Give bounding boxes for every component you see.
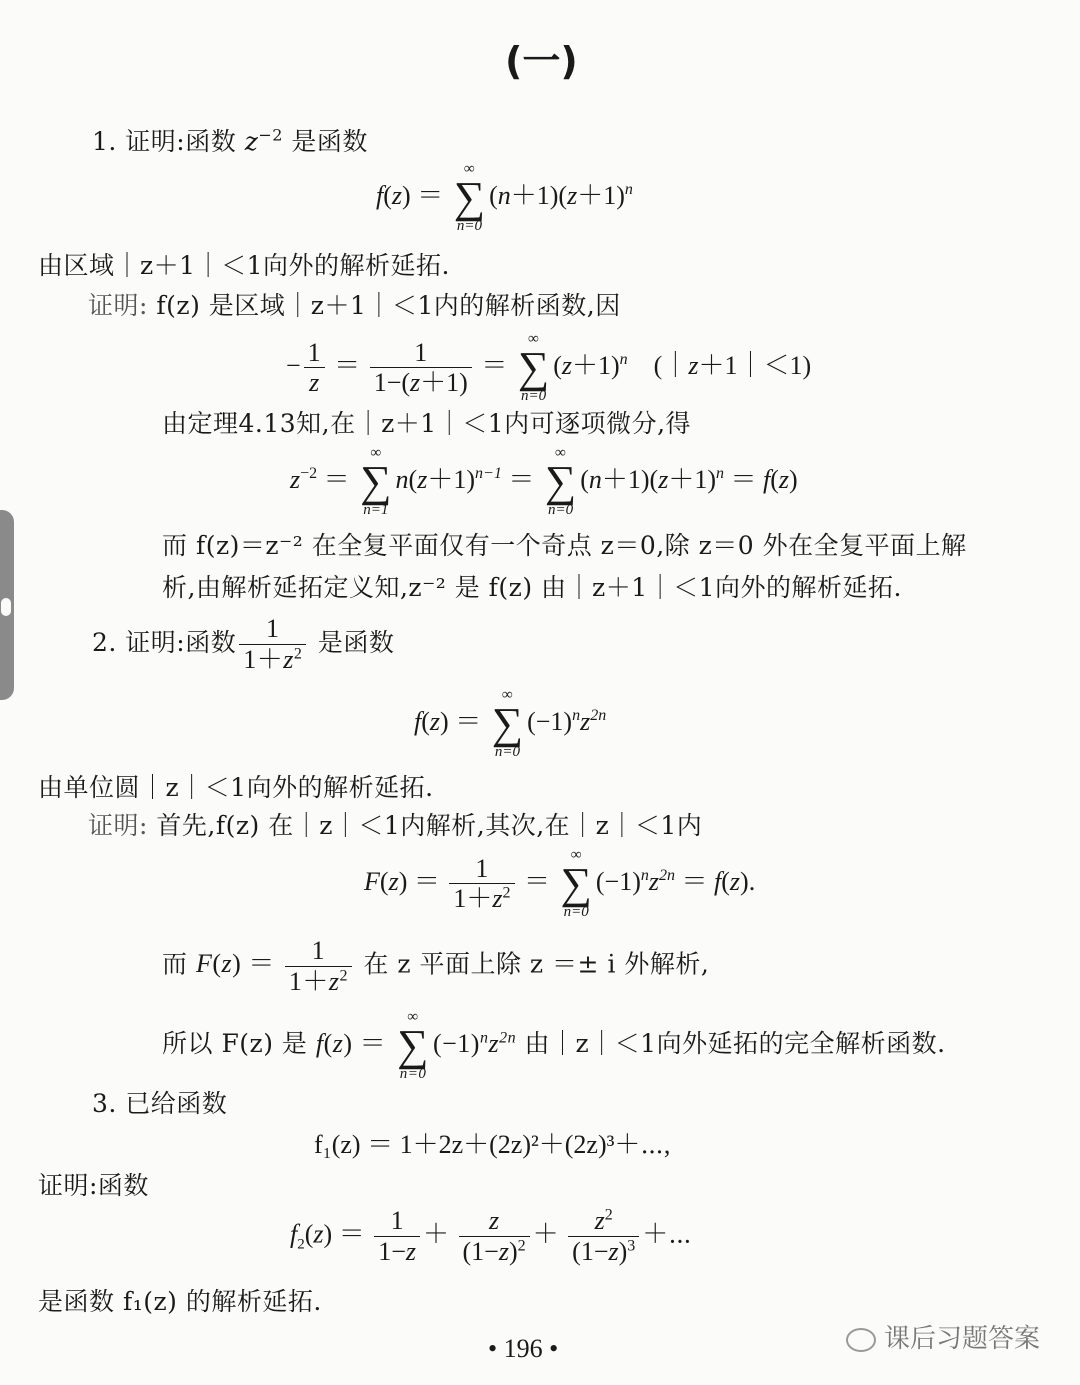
problem-1-tail: 是函数 xyxy=(291,127,368,156)
and-tail: 在 z 平面上除 z ＝± i 外解析, xyxy=(363,949,710,979)
equation-1-geometric: − $\frac{1}{z}$ ＝ $\frac{1}{1-(z+1)}$ ＝ ∞ ∑ n=0 $(z+1)^n$ (｜z＋1｜＜1) xyxy=(286,331,812,404)
problem-1-exp: −2 xyxy=(258,125,283,145)
proof-text: 首先,f(z) 在｜z｜＜1内解析,其次,在｜z｜＜1内 xyxy=(156,811,703,840)
page-edge-tab xyxy=(0,510,14,700)
equation-1-derivative: $z^{-2}$ ＝ ∞ ∑ n=1 $n(z+1)^{n-1}$ ＝ ∞ ∑ n=0 $(n+1)(z+1)^n = f(z)$ xyxy=(290,445,798,518)
theorem-line: 由定理4.13知,在｜z＋1｜＜1内可逐项微分,得 xyxy=(162,409,692,438)
fraction-1-over-1-plus-z2: $\frac{1}{1+z^2}$ xyxy=(239,614,306,675)
equation-3-f2: $f_2(z)$ ＝ $\frac{1}{1-z}$ ＋ $\frac{z}{(1-z)^2}$ ＋ $\frac{z^2}{(1-z)^3}$ ＋⋯ xyxy=(290,1206,692,1266)
problem-1-label: 1. 证明:函数 xyxy=(92,127,237,156)
problem-1-proof-line xyxy=(88,286,621,322)
and-word: 而 xyxy=(162,949,188,979)
so-tail: 由｜z｜＜1向外延拓的完全解析函数. xyxy=(524,1028,946,1058)
conclusion-line-1: 而 f(z)＝z⁻² 在全复平面仅有一个奇点 z＝0,除 z＝0 外在全复平面上解 xyxy=(162,531,967,560)
problem-2-title xyxy=(92,614,394,675)
so-word: 所以 F(z) 是 xyxy=(162,1028,308,1058)
problem-2-proof-line xyxy=(88,806,702,842)
proof-label: 证明: xyxy=(88,291,148,320)
equation-1-series: f(z) ＝ ∞ ∑ n=0 $(n+1)(z+1)^n$ xyxy=(376,161,633,234)
section-heading: (一) xyxy=(505,39,578,83)
problem-1-term: z xyxy=(244,127,259,156)
problem-2-label: 2. 证明:函数 xyxy=(92,627,237,657)
proof-label: 证明: xyxy=(88,811,148,840)
problem-2-so-line: 所以 F(z) 是 f(z) ＝ ∞ ∑ n=0 $(-1)^nz^{2n}$ 由｜z｜＜1向外延拓的完全解析函数. xyxy=(162,1009,946,1082)
problem-2-and-line: 而 F(z) ＝ $\frac{1}{1+z^2}$ 在 z 平面上除 z ＝± i 外解析, xyxy=(162,936,710,996)
equation-3-f1: f₁(z) ＝ 1＋2z＋(2z)²＋(2z)³＋⋯, xyxy=(314,1130,671,1159)
problem-3-proof-label: 证明:函数 xyxy=(38,1171,149,1200)
equation-2-F: F(z) ＝ $\frac{1}{1+z^2}$ ＝ ∞ ∑ n=0 $(-1)^nz^{2n} = f(z)$. xyxy=(364,847,756,920)
page-number: • 196 • xyxy=(488,1334,559,1363)
conclusion-line-2: 析,由解析延拓定义知,z⁻² 是 f(z) 由｜z＋1｜＜1向外的解析延拓. xyxy=(162,573,902,602)
proof-text: f(z) 是区域｜z＋1｜＜1内的解析函数,因 xyxy=(156,291,621,320)
problem-3-after: 是函数 f₁(z) 的解析延拓. xyxy=(38,1287,322,1316)
chat-bubble-icon xyxy=(846,1328,876,1352)
equation-2-series: f(z) ＝ ∞ ∑ n=0 $(-1)^nz^{2n}$ xyxy=(414,687,607,760)
problem-3-title: 3. 已给函数 xyxy=(92,1089,228,1118)
problem-2-tail: 是函数 xyxy=(317,627,395,657)
problem-2-after: 由单位圆｜z｜＜1向外的解析延拓. xyxy=(38,773,434,802)
watermark-text: 课后习题答案 xyxy=(884,1324,1041,1354)
problem-1-title xyxy=(92,122,368,158)
watermark xyxy=(846,1318,1040,1355)
problem-1-after: 由区域｜z＋1｜＜1向外的解析延拓. xyxy=(38,251,450,280)
